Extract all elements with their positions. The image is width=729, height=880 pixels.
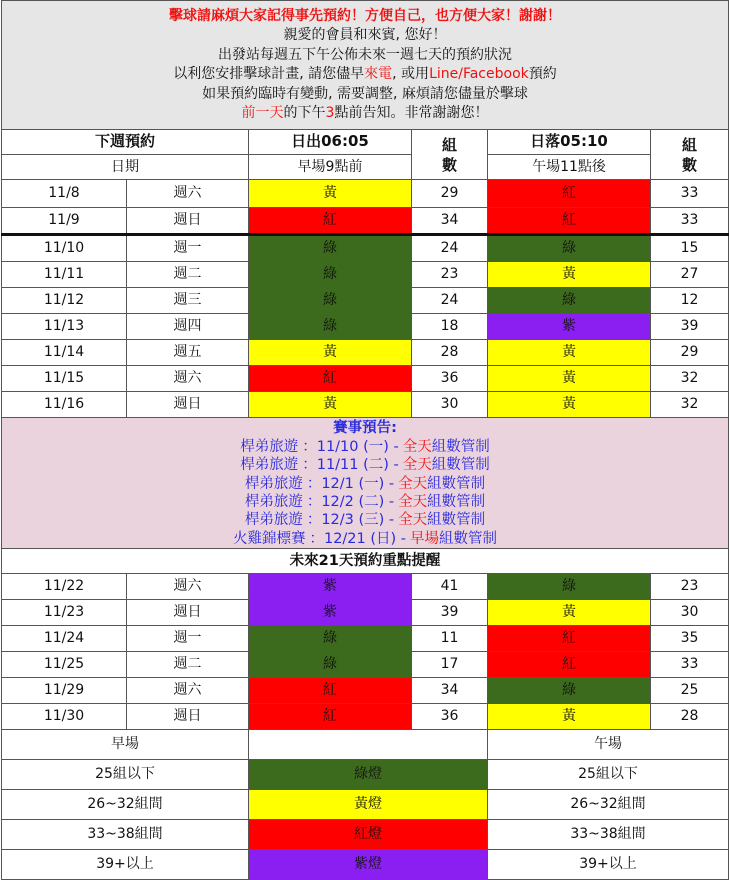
event-name: 桿弟旅遊 — [240, 439, 299, 456]
legend-rows — [2, 760, 729, 880]
morning-count-cell: 34 — [412, 208, 488, 235]
notice-booking-info — [2, 65, 728, 85]
event-restriction: 組數管制 — [427, 475, 486, 492]
morning-count-cell: 36 — [412, 366, 488, 392]
afternoon-status-cell: 黃 — [488, 366, 651, 392]
afternoon-status-cell: 綠 — [488, 574, 651, 600]
weekday-cell: 週二 — [127, 652, 249, 678]
morning-status-cell: 紅 — [249, 704, 412, 730]
weekday-cell: 週二 — [127, 262, 249, 288]
event-date: ：12/2 (二) - — [306, 494, 395, 510]
morning-status-cell: 綠 — [249, 652, 412, 678]
afternoon-status-cell: 綠 — [488, 678, 651, 704]
afternoon-count-cell: 12 — [651, 288, 729, 314]
event-date: ：11/10 (一) - — [302, 439, 399, 456]
morning-status-cell: 紅 — [249, 678, 412, 704]
afternoon-count-cell: 28 — [651, 704, 729, 730]
event-scope: 全天 — [398, 494, 428, 510]
morning-status-cell: 紫 — [249, 574, 412, 600]
afternoon-count-cell: 33 — [651, 208, 729, 235]
afternoon-count-cell: 25 — [651, 678, 729, 704]
afternoon-status-cell: 紅 — [488, 626, 651, 652]
weekday-cell: 週六 — [127, 366, 249, 392]
morning-status-cell: 紅 — [249, 366, 412, 392]
legend-light: 紅燈 — [249, 820, 488, 850]
event-restriction: 組數管制 — [431, 457, 490, 474]
table-row — [2, 366, 729, 392]
date-cell: 11/8 — [2, 180, 127, 208]
table-row — [2, 574, 729, 600]
event-name: 火雞錦標賽 — [232, 530, 306, 547]
legend-morning-header: 早場 — [2, 730, 249, 760]
morning-count-cell: 41 — [412, 574, 488, 600]
weekday-cell: 週六 — [127, 180, 249, 208]
table-row — [2, 704, 729, 730]
event-restriction: 組數管制 — [431, 439, 490, 456]
legend-blank — [249, 730, 488, 760]
table-row — [2, 314, 729, 340]
weekday-cell: 週一 — [127, 626, 249, 652]
event-date: ：12/21 (日) - — [309, 530, 407, 547]
weekday-cell: 週三 — [127, 288, 249, 314]
legend-afternoon-range: 39+以上 — [488, 850, 729, 880]
date-cell: 11/14 — [2, 340, 127, 366]
event-scope: 早場 — [410, 530, 440, 547]
morning-status-cell: 綠 — [249, 235, 412, 262]
date-cell: 11/12 — [2, 288, 127, 314]
legend-afternoon-header: 午場 — [488, 730, 729, 760]
afternoon-header: 午場11點後 — [488, 155, 651, 180]
event-item — [2, 493, 728, 511]
afternoon-count-cell: 33 — [651, 652, 729, 678]
notice-highlight: 前一天 — [241, 105, 284, 121]
afternoon-status-cell: 紫 — [488, 314, 651, 340]
future-rows — [2, 574, 729, 730]
notice-headline: 擊球請麻煩大家記得事先預約！方便自己，也方便大家！謝謝！ — [169, 7, 561, 24]
morning-status-cell: 綠 — [249, 626, 412, 652]
reservation-sheet — [1, 0, 728, 880]
afternoon-count-cell: 29 — [651, 340, 729, 366]
morning-count-cell: 39 — [412, 600, 488, 626]
sunrise-header: 日出06:05 — [249, 130, 412, 155]
events-box — [2, 418, 729, 549]
table-row — [2, 626, 729, 652]
afternoon-count-cell: 23 — [651, 574, 729, 600]
afternoon-status-cell: 黃 — [488, 600, 651, 626]
events-title: 賽事預告: — [333, 420, 397, 437]
notice-text: 的下午 — [283, 105, 326, 121]
notice-box — [2, 1, 729, 130]
afternoon-count-cell: 35 — [651, 626, 729, 652]
afternoon-count-cell: 30 — [651, 600, 729, 626]
pm-count-header: 組數 — [651, 130, 729, 180]
legend-row — [2, 790, 729, 820]
notice-text: , 或用 — [392, 66, 430, 82]
afternoon-count-cell: 39 — [651, 314, 729, 340]
weekday-cell: 週六 — [127, 574, 249, 600]
legend-light: 黃燈 — [249, 790, 488, 820]
event-scope: 全天 — [402, 457, 432, 474]
date-cell: 11/30 — [2, 704, 127, 730]
reservation-table — [1, 0, 729, 880]
event-item — [2, 438, 728, 456]
morning-count-cell: 18 — [412, 314, 488, 340]
morning-count-cell: 34 — [412, 678, 488, 704]
afternoon-status-cell: 黃 — [488, 262, 651, 288]
afternoon-count-cell: 15 — [651, 235, 729, 262]
legend-morning-range: 26~32組間 — [2, 790, 249, 820]
table-row — [2, 678, 729, 704]
legend-morning-range: 39+以上 — [2, 850, 249, 880]
morning-count-cell: 28 — [412, 340, 488, 366]
notice-text: 以利您安排擊球計畫, 請您儘早 — [173, 66, 365, 82]
notice-deadline-info — [2, 104, 728, 124]
current-weekend-rows — [2, 180, 729, 235]
weekday-cell: 週四 — [127, 314, 249, 340]
morning-count-cell: 30 — [412, 392, 488, 418]
next-week-header: 下週預約 — [2, 130, 249, 155]
morning-status-cell: 黃 — [249, 180, 412, 208]
legend-row — [2, 760, 729, 790]
table-row — [2, 262, 729, 288]
weekday-cell: 週日 — [127, 704, 249, 730]
legend-afternoon-range: 26~32組間 — [488, 790, 729, 820]
event-name: 桿弟旅遊 — [244, 475, 303, 492]
afternoon-status-cell: 黃 — [488, 392, 651, 418]
sunset-header: 日落05:10 — [488, 130, 651, 155]
event-item — [2, 511, 728, 529]
morning-count-cell: 24 — [412, 288, 488, 314]
afternoon-status-cell: 紅 — [488, 652, 651, 678]
morning-count-cell: 29 — [412, 180, 488, 208]
date-cell: 11/10 — [2, 235, 127, 262]
notice-highlight: 來電 — [364, 66, 393, 82]
date-header: 日期 — [2, 155, 249, 180]
morning-status-cell: 綠 — [249, 288, 412, 314]
legend-row — [2, 820, 729, 850]
date-cell: 11/9 — [2, 208, 127, 235]
weekday-cell: 週日 — [127, 600, 249, 626]
legend-afternoon-range: 33~38組間 — [488, 820, 729, 850]
date-cell: 11/11 — [2, 262, 127, 288]
legend-morning-range: 33~38組間 — [2, 820, 249, 850]
afternoon-count-cell: 32 — [651, 392, 729, 418]
table-row — [2, 340, 729, 366]
date-cell: 11/22 — [2, 574, 127, 600]
afternoon-status-cell: 黃 — [488, 340, 651, 366]
table-row — [2, 288, 729, 314]
morning-count-cell: 36 — [412, 704, 488, 730]
future-title: 未來21天預約重點提醒 — [2, 549, 729, 574]
table-row — [2, 235, 729, 262]
date-cell: 11/24 — [2, 626, 127, 652]
am-count-header: 組數 — [412, 130, 488, 180]
date-cell: 11/29 — [2, 678, 127, 704]
weekday-cell: 週六 — [127, 678, 249, 704]
event-date: ：11/11 (二) - — [302, 457, 399, 474]
table-row — [2, 392, 729, 418]
event-restriction: 組數管制 — [439, 530, 498, 547]
afternoon-status-cell: 綠 — [488, 235, 651, 262]
afternoon-status-cell: 紅 — [488, 180, 651, 208]
morning-status-cell: 黃 — [249, 340, 412, 366]
event-date: ：12/3 (三) - — [306, 512, 395, 529]
morning-count-cell: 17 — [412, 652, 488, 678]
events-list — [2, 438, 728, 548]
date-cell: 11/25 — [2, 652, 127, 678]
afternoon-count-cell: 33 — [651, 180, 729, 208]
morning-header: 早場9點前 — [249, 155, 412, 180]
legend-morning-range: 25組以下 — [2, 760, 249, 790]
afternoon-count-cell: 32 — [651, 366, 729, 392]
weekday-cell: 週五 — [127, 340, 249, 366]
notice-change-info: 如果預約臨時有變動, 需要調整, 麻煩請您儘量於擊球 — [202, 85, 528, 102]
table-row — [2, 652, 729, 678]
afternoon-status-cell: 綠 — [488, 288, 651, 314]
weekday-cell: 週一 — [127, 235, 249, 262]
table-row — [2, 208, 729, 235]
table-row — [2, 180, 729, 208]
next-week-rows — [2, 235, 729, 418]
morning-count-cell: 11 — [412, 626, 488, 652]
event-name: 桿弟旅遊 — [244, 494, 303, 510]
notice-highlight: 3 — [325, 105, 335, 121]
morning-status-cell: 紫 — [249, 600, 412, 626]
date-cell: 11/15 — [2, 366, 127, 392]
event-scope: 全天 — [398, 512, 428, 529]
event-date: ：12/1 (一) - — [306, 475, 395, 492]
date-cell: 11/23 — [2, 600, 127, 626]
event-item — [2, 475, 728, 493]
weekday-cell: 週日 — [127, 392, 249, 418]
morning-status-cell: 黃 — [249, 392, 412, 418]
morning-status-cell: 綠 — [249, 314, 412, 340]
afternoon-status-cell: 紅 — [488, 208, 651, 235]
table-row — [2, 600, 729, 626]
notice-text: 預約 — [528, 66, 557, 82]
event-scope: 全天 — [398, 475, 428, 492]
event-restriction: 組數管制 — [427, 512, 486, 529]
date-cell: 11/13 — [2, 314, 127, 340]
afternoon-count-cell: 27 — [651, 262, 729, 288]
legend-afternoon-range: 25組以下 — [488, 760, 729, 790]
legend-row — [2, 850, 729, 880]
morning-status-cell: 紅 — [249, 208, 412, 235]
morning-count-cell: 23 — [412, 262, 488, 288]
notice-schedule-info: 出發站每週五下午公佈未來一週七天的預約狀況 — [218, 46, 512, 63]
morning-status-cell: 綠 — [249, 262, 412, 288]
notice-highlight: Line/Facebook — [429, 66, 529, 82]
legend-light: 紫燈 — [249, 850, 488, 880]
weekday-cell: 週日 — [127, 208, 249, 235]
event-name: 桿弟旅遊 — [244, 512, 303, 529]
event-item — [2, 530, 728, 548]
event-item — [2, 456, 728, 474]
notice-greeting: 親愛的會員和來賓, 您好！ — [283, 27, 447, 43]
event-scope: 全天 — [402, 439, 432, 456]
event-restriction: 組數管制 — [427, 494, 486, 510]
date-cell: 11/16 — [2, 392, 127, 418]
legend-light: 綠燈 — [249, 760, 488, 790]
afternoon-status-cell: 黃 — [488, 704, 651, 730]
event-name: 桿弟旅遊 — [240, 457, 299, 474]
morning-count-cell: 24 — [412, 235, 488, 262]
notice-text: 點前告知。非常謝謝您！ — [334, 105, 489, 121]
